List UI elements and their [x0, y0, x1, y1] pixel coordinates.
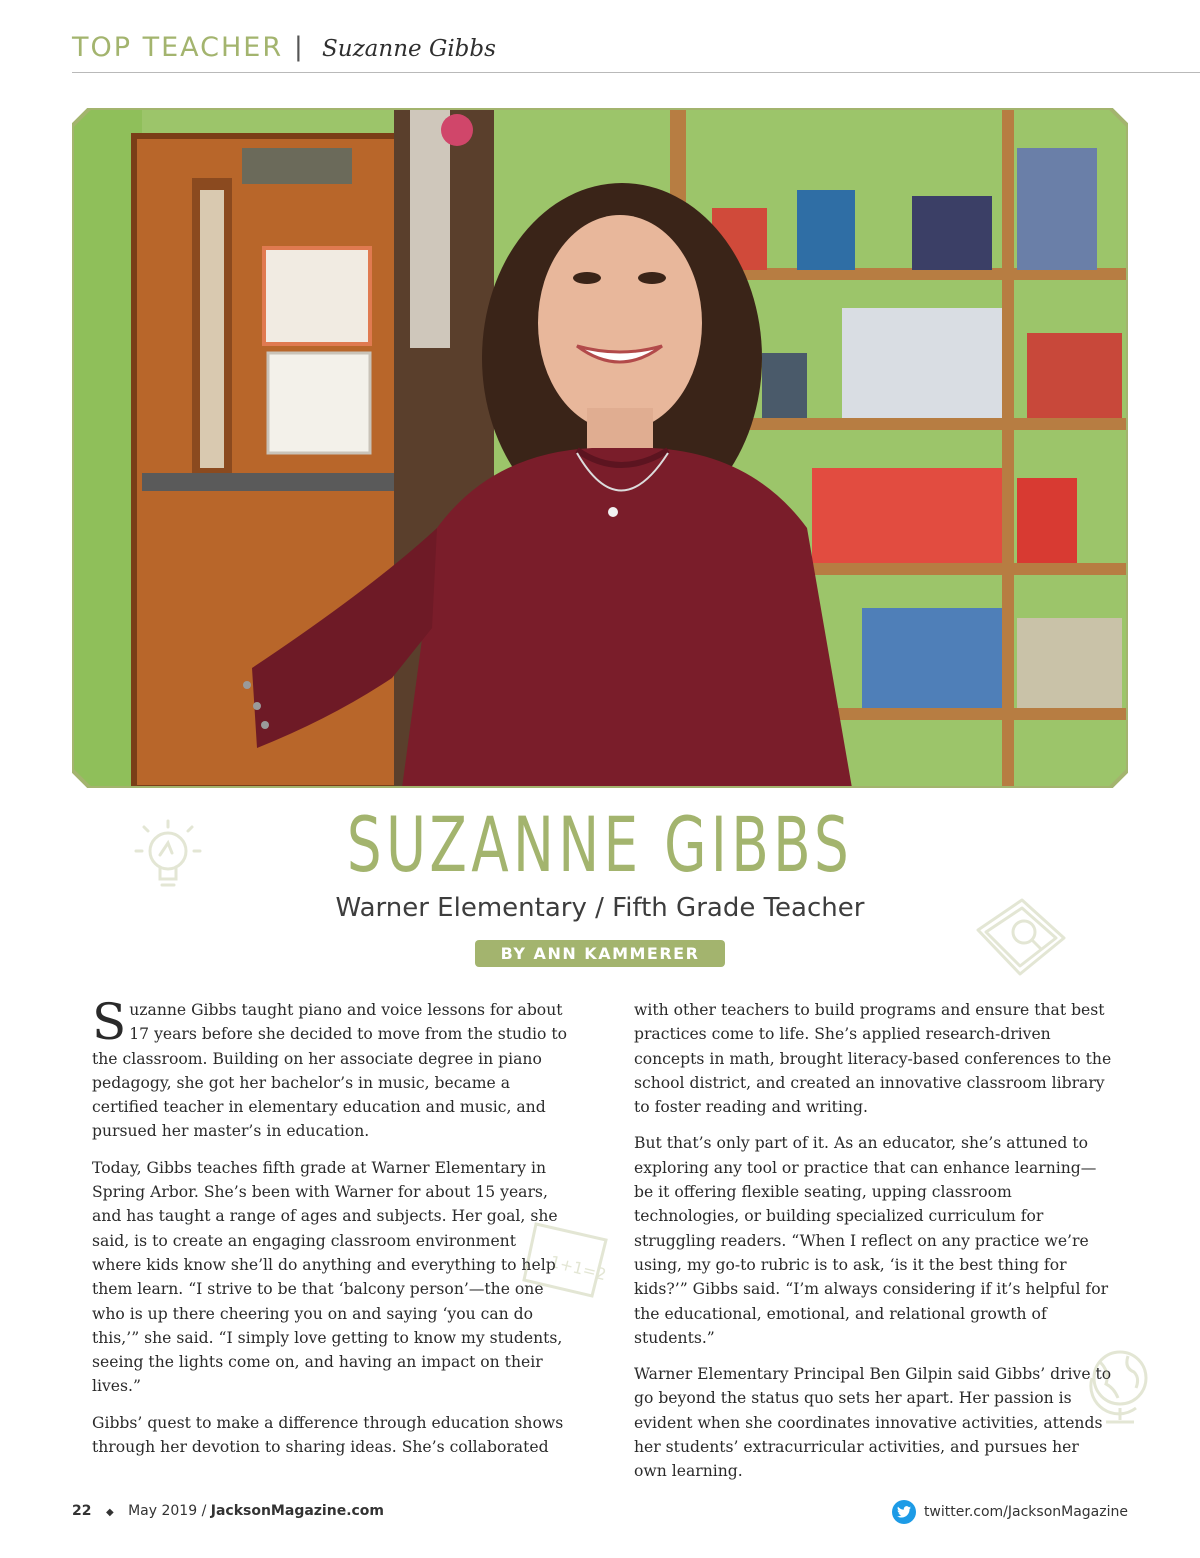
article-subtitle: Warner Elementary / Fifth Grade Teacher: [335, 893, 865, 923]
header-separator: |: [294, 32, 303, 62]
paragraph: Gibbs’ quest to make a difference through education shows through her devotion to sharing ideas. She’s collaborated: [92, 1413, 564, 1457]
diamond-icon: ◆: [105, 1507, 114, 1518]
drop-cap: S: [92, 993, 127, 1051]
paragraph: with other teachers to build programs and ensure that best practices come to life. She’s applied research-driven concepts in math, brought literacy-based conferences to the school district, and created an innovative classroom library to foster reading and writing.: [634, 1001, 1112, 1117]
paragraph: Warner Elementary Principal Ben Gilpin said Gibbs’ drive to go beyond the status quo sets her apart. Her passion is evident when she coordinates innovative activities, attends her students’ extracurricular activities, and pursues her own learning.: [634, 1365, 1112, 1481]
page-number: 22: [72, 1503, 92, 1519]
section-label: TOP TEACHER: [72, 32, 284, 63]
paragraph-text: uzanne Gibbs taught piano and voice lessons for about 17 years before she decided to move from the studio to the classroom. Building on her associate degree in piano pedagogy, she got her bachelor’s in music, became a certified teacher in elementary education and music, and pursued her master’s in education.: [92, 1001, 568, 1141]
issue-date: May 2019: [128, 1503, 198, 1519]
footer-slash: /: [201, 1503, 207, 1519]
photo-illustration: [72, 108, 1128, 788]
website-link[interactable]: JacksonMagazine.com: [210, 1503, 385, 1519]
paragraph: Today, Gibbs teaches fifth grade at Warner Elementary in Spring Arbor. She’s been with Warner for about 15 years, and has taught a range of ages and subjects. Her goal, she said, is to create an engaging classroom environment where kids know she’ll do anything and everything to help them learn. “I strive to be that ‘balcony person’—the one who is up there cheering you on and saying ‘you can do this,’” she said. “I simply love getting to know my students, seeing the lights come on, and having an impact on their lives.”: [92, 1158, 563, 1396]
twitter-link[interactable]: twitter.com/JacksonMagazine: [923, 1504, 1128, 1520]
body-column-left: [92, 993, 568, 1471]
paragraph: [92, 993, 568, 1144]
byline-badge: BY ANN KAMMERER: [475, 940, 725, 967]
paragraph: But that’s only part of it. As an educator, she’s attuned to exploring any tool or practice that can enhance learning—be it offering flexible seating, upping classroom technologies, or building specialized curriculum for struggling readers. “When I reflect on any practice we’re using, my go-to rubric is to ask, ‘is it the best thing for kids?’” Gibbs said. “I’m always considering if it’s helpful for the educational, emotional, and relational growth of students.”: [634, 1134, 1109, 1347]
article-title: SUZANNE GIBBS: [346, 800, 854, 889]
chalkboard-text: 1+1=2: [547, 1251, 609, 1285]
section-header: [72, 30, 1200, 73]
body-column-right: [634, 998, 1114, 1496]
twitter-icon: [892, 1500, 916, 1524]
portrait-photo: [72, 108, 1128, 788]
header-name: Suzanne Gibbs: [322, 36, 496, 62]
footer-left: [72, 1503, 384, 1519]
footer-right: [892, 1500, 1128, 1524]
